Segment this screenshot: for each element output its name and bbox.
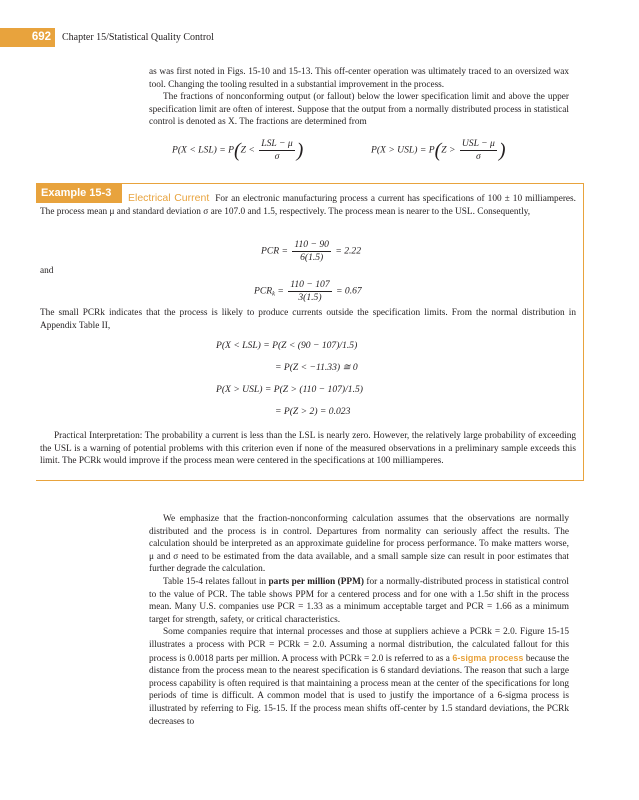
calc-line-4: = P(Z > 2) = 0.023 [275, 406, 351, 417]
formula-pcrk: $PCR_k$ = $\frac{110 - 107}{3(1.5)}$ = 0.67 [254, 279, 362, 303]
ppm-term: parts per million (PPM) [268, 576, 364, 587]
formula-lsl-fallout: P(X < LSL) = P(Z < $\frac{\text{LSL − μ}}{\sigma}$ ) [172, 138, 304, 162]
calc-line-2: = P(Z < −11.33) ≅ 0 [275, 362, 358, 373]
body-paragraph-1: We emphasize that the fraction-nonconforming calculation assumes that the observations are normally distributed and the process is in control. Departures from normality can seriously affect the results. The calculation should be interpreted as an approximate guideline for process performance. To make matters worse, μ and σ need to be estimated from the data available, and a small sample size can result in poor estimates that further degrade the calculation. [149, 514, 569, 575]
formula-pcr: PCR = $\frac{110 - 90}{6(1.5)}$ = 2.22 [261, 239, 362, 263]
running-header [0, 28, 639, 47]
body-text [149, 513, 569, 728]
calc-line-1: P(X < LSL) = P(Z < (90 − 107)/1.5) [216, 340, 358, 351]
example-title: Electrical Current [128, 192, 210, 204]
example-lead [40, 192, 576, 218]
example-mid-text: The small PCRk indicates that the process is likely to produce currents outside the specification limits. From the normal distribution in Appendix Table II, [40, 308, 576, 331]
example-and: and [40, 266, 54, 276]
intro-paragraph-2: The fractions of nonconforming output (or fallout) below the lower specification limit and above the upper specification limit are often of interest. Suppose that the output from a normally distributed process in statistical control is denoted as X. The fractions are determined from [149, 92, 569, 128]
example-lead-text: For an electronic manufacturing process a current has specifications of 100 ± 10 milliamperes. The process mean μ and standard deviation σ are 107.0 and 1.5, respectively. The process mean is nearer to the USL. Consequently, [40, 194, 576, 217]
page-number: 692 [0, 28, 55, 47]
six-sigma-term: 6-sigma process [452, 652, 524, 663]
intro-text [149, 66, 569, 129]
example-tag: Example 15-3 [36, 183, 122, 203]
body-paragraph-3: Some companies require that internal processes and those at suppliers achieve a PCRk = 2.0. Figure 15-15 illustrates a process with PCR = PCRk = 2.0. Assuming a normal distribution, the calculated fallout for this process is 0.0018 parts per million. A process with PCRk = 2.0 is referred to as a 6-sigma process because the distance from the process mean to the nearest specification is 6 standard deviations. The reason that such a large process capability is often required is that maintaining a process mean at the center of the specifications for long periods of time is difficult. A common model that is used to justify the importance of a 6-sigma process is illustrated by referring to Fig. 15-15. If the process mean shifts off-center by 1.5 standard deviations, the PCRk decreases to [149, 627, 569, 727]
formula-usl-fallout: P(X > USL) = P(Z > $\frac{\text{USL − μ}}{\sigma}$ ) [371, 138, 506, 162]
intro-paragraph-1: as was first noted in Figs. 15-10 and 15-13. This off-center operation was ultimately traced to an oversized wax tool. Changing the tooling resulted in a substantial improvement in the process. [149, 67, 569, 90]
practical-interpretation: Practical Interpretation: The probability a current is less than the LSL is nearly zero. However, the relatively large probability of exceeding the USL is a warning of potential problems with this criterion even if none of the measured observations in a preliminary sample exceeds this limit. The PCRk would improve if the process mean were centered in the specifications at 100 milliamperes. [40, 431, 576, 467]
body-paragraph-2: Table 15-4 relates fallout in parts per million (PPM) for a normally-distributed process in statistical control to the value of PCR. The table shows PPM for a centered process and for one with a 1.5σ shift in the process mean. Many U.S. companies use PCR = 1.33 as a minimum acceptable target and PCR = 1.66 as a minimum target for strength, safety, or critical characteristics. [149, 576, 569, 625]
chapter-title: Chapter 15/Statistical Quality Control [62, 32, 214, 43]
calc-line-3: P(X > USL) = P(Z > (110 − 107)/1.5) [216, 384, 363, 395]
